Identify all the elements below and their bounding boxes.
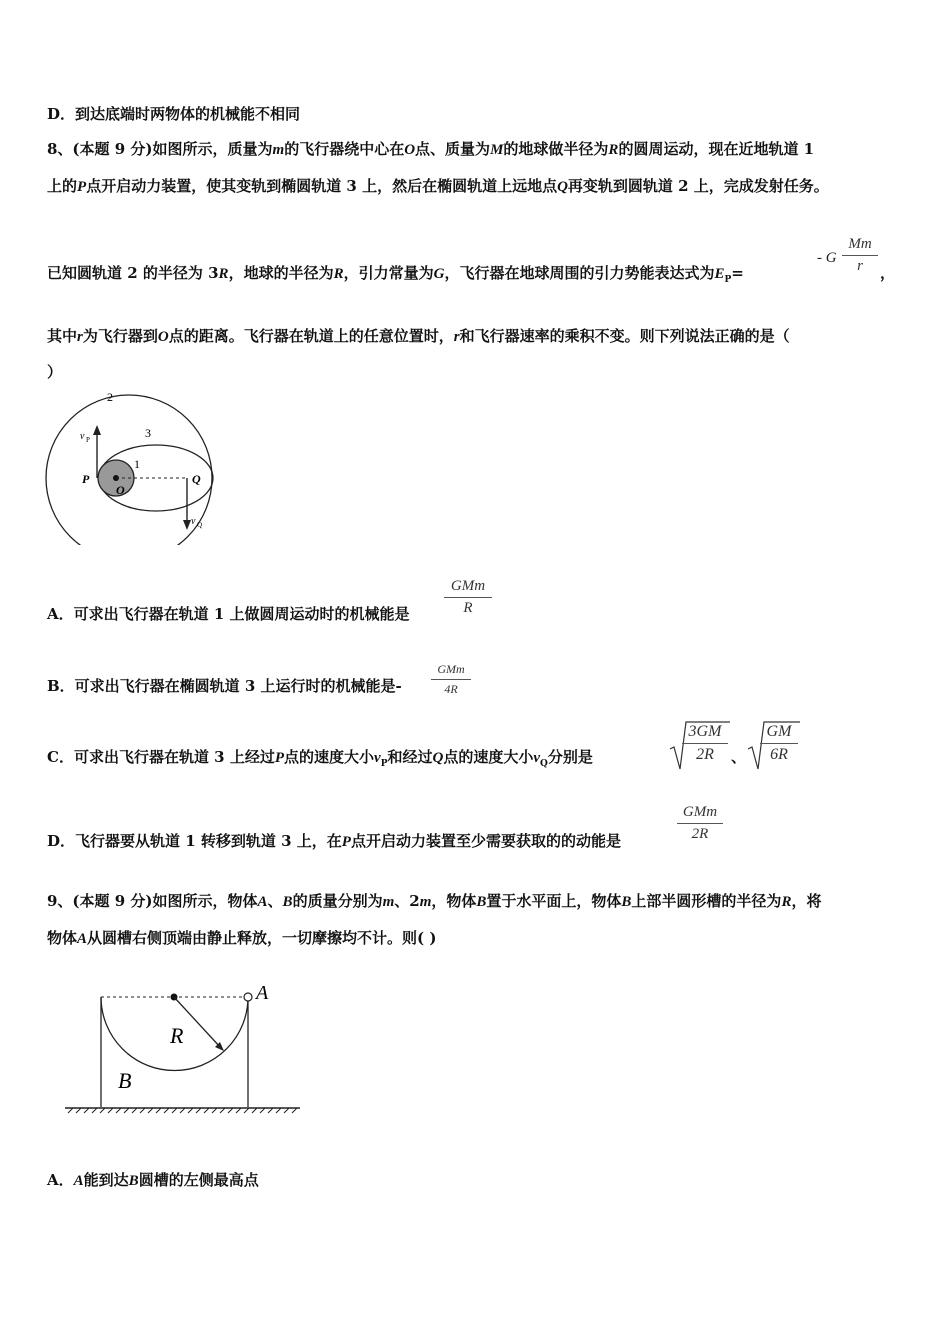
label-A: A — [256, 982, 269, 1004]
label-vq-sub: Q — [197, 521, 203, 529]
q8-stem-line4: 其中r为飞行器到O点的距离。飞行器在轨道上的任意位置时，r和飞行器速率的乘积不变。则下列说法正确的是（ — [47, 327, 790, 345]
option-c-root2: $\frac{GM}{6R}$ — [760, 723, 798, 764]
ep-comma: ， — [880, 264, 896, 282]
label-3: 3 — [145, 426, 151, 440]
label-Q: Q — [192, 472, 201, 486]
q8-stem-line5: ） — [47, 363, 63, 381]
q9-option-a: A．A能到达B圆槽的左侧最高点 — [47, 1171, 259, 1189]
q8-stem-line2: 上的P点开启动力装置，使其变轨到椭圆轨道 3 上，然后在椭圆轨道上远地点Q再变轨到圆轨道 2 上，完成发射任务。 — [47, 177, 829, 195]
orbit-diagram — [40, 385, 220, 545]
vp-arrowhead — [93, 425, 101, 435]
option-a-fraction: GMm R — [444, 578, 492, 617]
q8-stem-line3: 已知圆轨道 2 的半径为 3R，地球的半径为R，引力常量为G，飞行器在地球周围的引力势能表达式为$E_P=$ — [47, 264, 744, 285]
option-c-root1: $\frac{3GM}{2R}$ — [682, 723, 728, 764]
ep-prefix: - G — [817, 250, 837, 266]
q9-stem-line2: 物体A从圆槽右侧顶端由静止释放，一切摩擦均不计。则( ) — [47, 929, 437, 947]
label-P: P — [82, 472, 90, 486]
q8-option-a: A．可求出飞行器在轨道 1 上做圆周运动时的机械能是 — [47, 605, 410, 623]
groove-diagram — [60, 975, 310, 1120]
option-d-fraction: GMm 2R — [677, 804, 723, 843]
label-R: R — [170, 1023, 184, 1048]
q8-option-c: C．可求出飞行器在轨道 3 上经过P点的速度大小$v_P$和经过Q点的速度大小$v_Q$分别是 — [47, 748, 593, 769]
option-b-fraction: GMm 4R — [431, 662, 471, 697]
object-a — [244, 993, 252, 1001]
q8-option-d: D．飞行器要从轨道 1 转移到轨道 3 上，在P点开启动力装置至少需要获取的的动能是 — [47, 832, 621, 850]
label-vp-sub: P — [86, 436, 90, 444]
label-B: B — [118, 1068, 132, 1093]
q7-option-d: D．到达底端时两物体的机械能不相同 — [47, 105, 301, 123]
q9-stem-line1: 9、(本题 9 分)如图所示，物体A、B的质量分别为m、2m，物体B置于水平面上，物体B上部半圆形槽的半径为R，将 — [47, 892, 822, 910]
option-c-separator: 、 — [731, 748, 747, 766]
q8-option-b: B．可求出飞行器在椭圆轨道 3 上运行时的机械能是- — [47, 677, 402, 695]
label-1: 1 — [134, 457, 140, 471]
label-vq: v — [191, 516, 196, 527]
q8-stem-line1: 8、(本题 9 分)如图所示，质量为m的飞行器绕中心在O点、质量为M的地球做半径为R的圆周运动，现在近地轨道 1 — [47, 140, 815, 158]
ep-fraction: $\frac{Mm}{r}$ — [842, 236, 878, 275]
label-vp: v — [80, 431, 85, 442]
label-2: 2 — [107, 390, 113, 404]
label-O: O — [116, 483, 125, 497]
vq-arrowhead — [183, 520, 191, 530]
